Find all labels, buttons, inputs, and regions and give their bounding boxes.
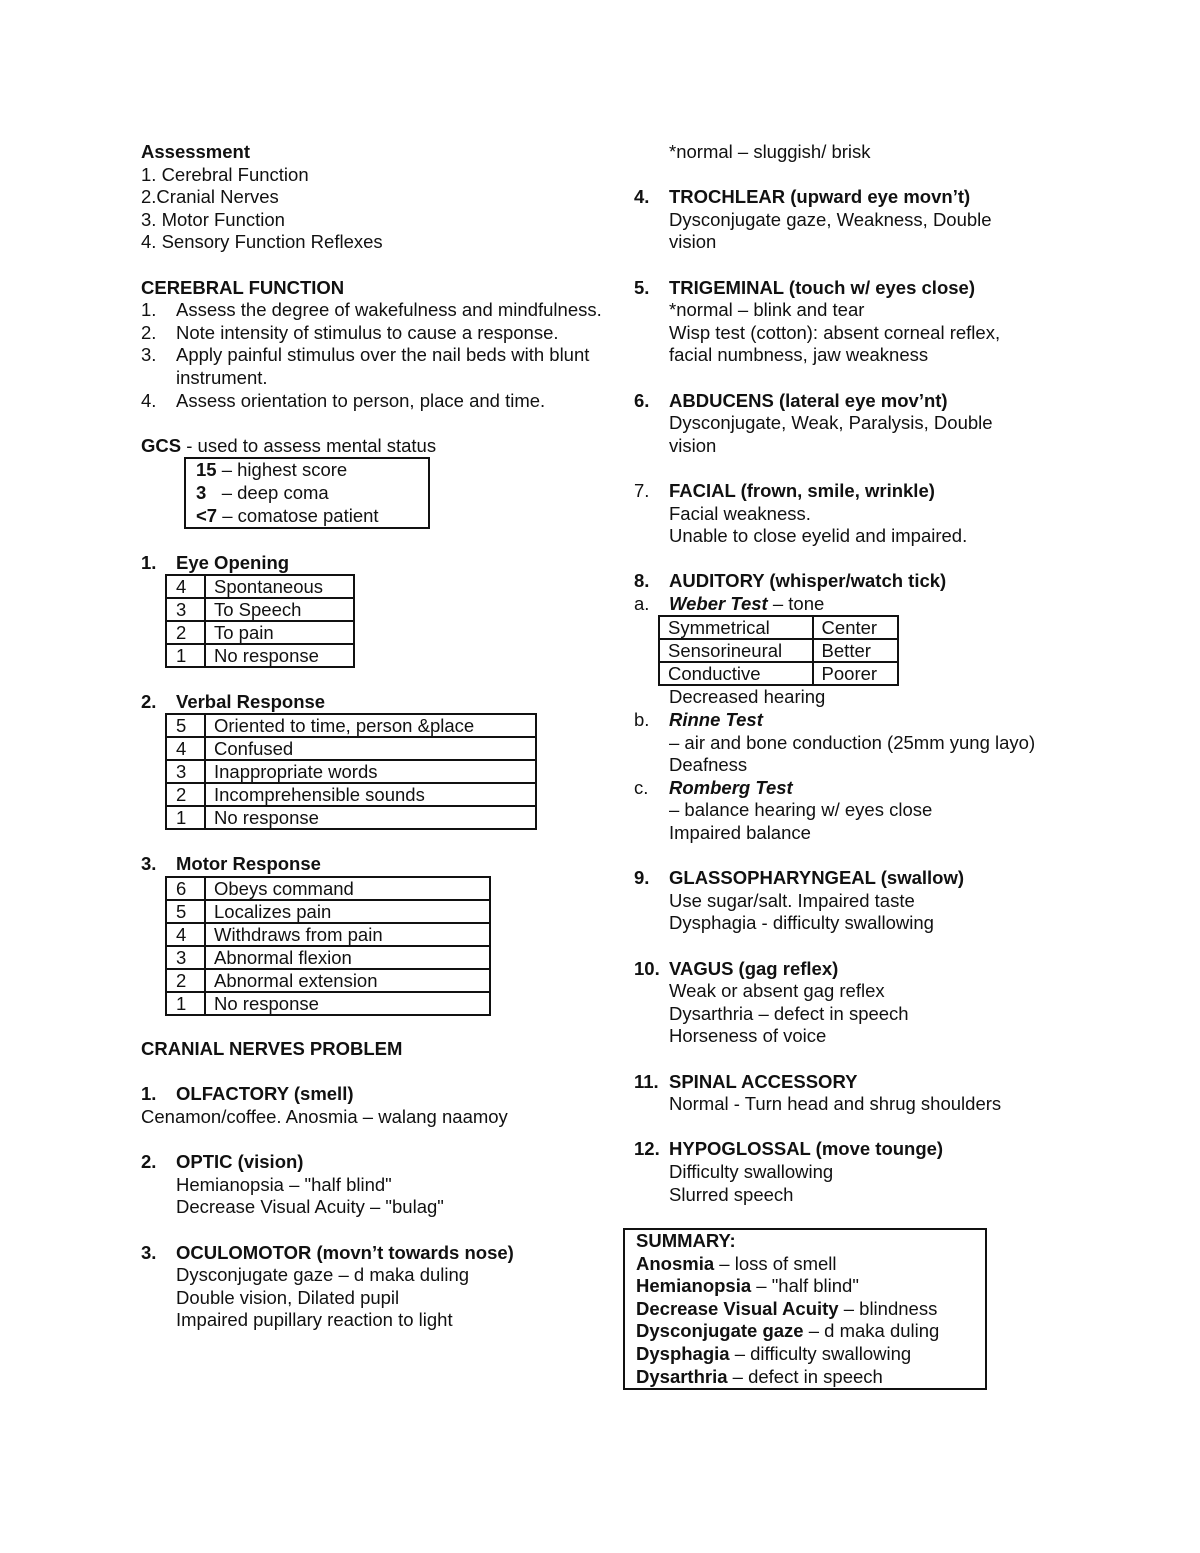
nerve-heading bbox=[634, 958, 1074, 981]
gcs-meaning: – comatose patient bbox=[217, 504, 379, 526]
rinne-test-heading bbox=[634, 709, 1074, 732]
item-number: 3. bbox=[141, 344, 157, 366]
summary-term: Dysphagia bbox=[636, 1342, 730, 1364]
assessment-item: 2.Cranial Nerves bbox=[141, 186, 279, 208]
nerve-number: 3. bbox=[141, 1241, 157, 1263]
table-row bbox=[166, 644, 354, 667]
gcs-score: 3 bbox=[196, 481, 207, 503]
romberg-test-heading bbox=[634, 777, 1074, 800]
table-row bbox=[166, 992, 490, 1015]
test-title: Romberg Test bbox=[669, 776, 793, 798]
nerve-heading bbox=[141, 1151, 611, 1174]
response-cell: Oriented to time, person &place bbox=[205, 714, 536, 737]
score-cell: 3 bbox=[166, 946, 205, 969]
cerebral-item bbox=[141, 390, 611, 413]
table-row bbox=[166, 575, 354, 598]
summary-term: Dysarthria bbox=[636, 1365, 728, 1387]
nerve-line: Deafness bbox=[669, 754, 748, 776]
score-cell: 1 bbox=[166, 644, 205, 667]
nerve-title: TROCHLEAR (upward eye movn’t) bbox=[669, 186, 971, 208]
nerve-number: 1. bbox=[141, 1083, 157, 1105]
nerve-number: 7. bbox=[634, 479, 650, 501]
weber-test-table bbox=[658, 615, 899, 686]
section-number: 2. bbox=[141, 690, 157, 712]
nerve-line: vision bbox=[669, 231, 717, 253]
sub-letter: b. bbox=[634, 709, 650, 731]
nerve-line: Impaired balance bbox=[669, 822, 811, 844]
motor-response-table bbox=[165, 876, 491, 1016]
cranial-title: CRANIAL NERVES PROBLEM bbox=[141, 1038, 403, 1060]
table-row bbox=[166, 783, 536, 806]
eye-opening-table bbox=[165, 574, 355, 668]
response-cell: Spontaneous bbox=[205, 575, 354, 598]
gcs-score: 15 bbox=[196, 459, 217, 481]
score-cell: 2 bbox=[166, 969, 205, 992]
nerve-title: GLASSOPHARYNGEAL (swallow) bbox=[669, 867, 965, 889]
score-cell: 2 bbox=[166, 783, 205, 806]
nerve-line: vision bbox=[669, 434, 717, 456]
cell: Center bbox=[813, 616, 898, 639]
table-row bbox=[166, 969, 490, 992]
assessment-item: 4. Sensory Function Reflexes bbox=[141, 231, 383, 253]
nerve-title: OLFACTORY (smell) bbox=[176, 1083, 354, 1105]
table-row bbox=[166, 598, 354, 621]
gcs-heading bbox=[141, 435, 611, 458]
nerve-line: Difficulty swallowing bbox=[669, 1160, 834, 1182]
nerve-number: 2. bbox=[141, 1151, 157, 1173]
table-row bbox=[166, 737, 536, 760]
summary-term: Hemianopsia bbox=[636, 1275, 752, 1297]
nerve-title: HYPOGLOSSAL (move tounge) bbox=[669, 1138, 944, 1160]
nerve-line: Use sugar/salt. Impaired taste bbox=[669, 889, 915, 911]
response-cell: Abnormal extension bbox=[205, 969, 490, 992]
nerve-title: SPINAL ACCESSORY bbox=[669, 1070, 858, 1092]
nerve-line: Unable to close eyelid and impaired. bbox=[669, 525, 968, 547]
nerve-line: *normal – blink and tear bbox=[669, 299, 865, 321]
nerve-heading bbox=[634, 570, 1074, 593]
summary-def: – difficulty swallowing bbox=[729, 1342, 912, 1364]
response-cell: No response bbox=[205, 992, 490, 1015]
gcs-box bbox=[184, 457, 430, 529]
summary-def: – defect in speech bbox=[727, 1365, 883, 1387]
nerve-number: 11. bbox=[634, 1070, 659, 1092]
nerve-line: Impaired pupillary reaction to light bbox=[176, 1309, 453, 1331]
nerve-heading bbox=[634, 1138, 1074, 1161]
response-cell: Confused bbox=[205, 737, 536, 760]
gcs-score: <7 bbox=[196, 504, 218, 526]
gcs-description: - used to assess mental status bbox=[181, 434, 437, 456]
table-row bbox=[166, 900, 490, 923]
response-cell: Withdraws from pain bbox=[205, 923, 490, 946]
cell: Sensorineural bbox=[659, 639, 813, 662]
section-title: Verbal Response bbox=[176, 690, 326, 712]
nerve-line: Cenamon/coffee. Anosmia – walang naamoy bbox=[141, 1106, 508, 1128]
cell: Poorer bbox=[813, 662, 898, 685]
weber-test-heading bbox=[634, 593, 1074, 616]
response-cell: Incomprehensible sounds bbox=[205, 783, 536, 806]
score-cell: 4 bbox=[166, 737, 205, 760]
nerve-line: Decreased hearing bbox=[669, 686, 826, 708]
response-cell: To Speech bbox=[205, 598, 354, 621]
table-row bbox=[166, 806, 536, 829]
nerve-line: Wisp test (cotton): absent corneal reflex, bbox=[669, 321, 1001, 343]
item-number: 2. bbox=[141, 321, 157, 343]
summary-term: Dysconjugate gaze bbox=[636, 1320, 804, 1342]
summary-def: – d maka duling bbox=[803, 1320, 940, 1342]
summary-box bbox=[623, 1228, 987, 1390]
summary-def: – loss of smell bbox=[714, 1252, 837, 1274]
section-title: Motor Response bbox=[176, 853, 321, 875]
nerve-title: FACIAL (frown, smile, wrinkle) bbox=[669, 479, 935, 501]
score-cell: 2 bbox=[166, 621, 205, 644]
response-cell: No response bbox=[205, 806, 536, 829]
nerve-line: Horseness of voice bbox=[669, 1025, 827, 1047]
table-row bbox=[166, 621, 354, 644]
eye-opening-heading bbox=[141, 552, 611, 575]
response-cell: Inappropriate words bbox=[205, 760, 536, 783]
nerve-line: Dysconjugate gaze – d maka duling bbox=[176, 1264, 470, 1286]
verbal-response-heading bbox=[141, 691, 611, 714]
nerve-heading bbox=[634, 480, 1074, 503]
nerve-heading bbox=[141, 1242, 611, 1265]
nerve-title: VAGUS (gag reflex) bbox=[669, 957, 839, 979]
item-number: 1. bbox=[141, 299, 157, 321]
table-row bbox=[166, 923, 490, 946]
sub-letter: c. bbox=[634, 776, 649, 798]
summary-row bbox=[636, 1253, 985, 1276]
table-row bbox=[166, 714, 536, 737]
summary-row bbox=[636, 1343, 985, 1366]
response-cell: Abnormal flexion bbox=[205, 946, 490, 969]
gcs-label: GCS bbox=[141, 434, 182, 456]
score-cell: 1 bbox=[166, 806, 205, 829]
nerve-title: TRIGEMINAL (touch w/ eyes close) bbox=[669, 276, 975, 298]
nerve-line: facial numbness, jaw weakness bbox=[669, 344, 929, 366]
table-row bbox=[659, 616, 898, 639]
section-number: 3. bbox=[141, 853, 157, 875]
nerve-line: *normal – sluggish/ brisk bbox=[669, 141, 871, 162]
table-row bbox=[166, 877, 490, 900]
nerve-heading bbox=[634, 277, 1074, 300]
nerve-title: OPTIC (vision) bbox=[176, 1151, 304, 1173]
assessment-title: Assessment bbox=[141, 141, 251, 162]
nerve-line: – balance hearing w/ eyes close bbox=[669, 799, 933, 821]
test-desc: – tone bbox=[767, 592, 825, 614]
summary-def: – "half blind" bbox=[751, 1275, 859, 1297]
nerve-number: 12. bbox=[634, 1138, 660, 1160]
nerve-heading bbox=[634, 390, 1074, 413]
sub-letter: a. bbox=[634, 592, 650, 614]
test-title: Weber Test bbox=[669, 592, 768, 614]
cerebral-item bbox=[141, 322, 611, 345]
nerve-number: 9. bbox=[634, 867, 650, 889]
nerve-line: Facial weakness. bbox=[669, 502, 811, 524]
left-column bbox=[141, 141, 611, 1332]
cell: Symmetrical bbox=[659, 616, 813, 639]
section-title: Eye Opening bbox=[176, 551, 290, 573]
section-number: 1. bbox=[141, 551, 157, 573]
summary-title: SUMMARY: bbox=[636, 1230, 736, 1251]
nerve-heading bbox=[634, 1071, 1074, 1094]
summary-term: Decrease Visual Acuity bbox=[636, 1297, 839, 1319]
nerve-line: Slurred speech bbox=[669, 1183, 794, 1205]
gcs-row bbox=[196, 505, 428, 528]
nerve-number: 5. bbox=[634, 276, 650, 298]
score-cell: 5 bbox=[166, 714, 205, 737]
table-row bbox=[166, 760, 536, 783]
cell: Better bbox=[813, 639, 898, 662]
gcs-meaning: – deep coma bbox=[206, 481, 329, 503]
assessment-item: 3. Motor Function bbox=[141, 208, 285, 230]
nerve-line: Dysconjugate gaze, Weakness, Double bbox=[669, 208, 992, 230]
item-text: Assess the degree of wakefulness and mindfulness. bbox=[176, 299, 602, 321]
nerve-line: Weak or absent gag reflex bbox=[669, 980, 885, 1002]
response-cell: Obeys command bbox=[205, 877, 490, 900]
nerve-title: AUDITORY (whisper/watch tick) bbox=[669, 570, 947, 592]
nerve-title: ABDUCENS (lateral eye mov’nt) bbox=[669, 389, 948, 411]
nerve-line: – air and bone conduction (25mm yung layo) bbox=[669, 731, 1036, 753]
nerve-title: OCULOMOTOR (movn’t towards nose) bbox=[176, 1241, 514, 1263]
verbal-response-table bbox=[165, 713, 537, 830]
summary-row bbox=[636, 1275, 985, 1298]
nerve-number: 6. bbox=[634, 389, 650, 411]
item-text: Assess orientation to person, place and time. bbox=[176, 389, 546, 411]
assessment-item: 1. Cerebral Function bbox=[141, 163, 309, 185]
item-text: Apply painful stimulus over the nail beds with blunt instrument. bbox=[176, 344, 590, 388]
summary-row bbox=[636, 1366, 985, 1389]
cell: Conductive bbox=[659, 662, 813, 685]
cerebral-title: CEREBRAL FUNCTION bbox=[141, 276, 345, 298]
nerve-line: Double vision, Dilated pupil bbox=[176, 1286, 400, 1308]
gcs-meaning: – highest score bbox=[216, 459, 348, 481]
nerve-heading bbox=[634, 867, 1074, 890]
summary-row bbox=[636, 1298, 985, 1321]
right-column bbox=[634, 141, 1074, 1206]
nerve-number: 8. bbox=[634, 570, 650, 592]
nerve-number: 4. bbox=[634, 186, 650, 208]
score-cell: 6 bbox=[166, 877, 205, 900]
nerve-number: 10. bbox=[634, 957, 660, 979]
gcs-row bbox=[196, 459, 428, 482]
score-cell: 3 bbox=[166, 760, 205, 783]
score-cell: 4 bbox=[166, 923, 205, 946]
table-row bbox=[659, 639, 898, 662]
response-cell: No response bbox=[205, 644, 354, 667]
gcs-row bbox=[196, 482, 428, 505]
item-text: Note intensity of stimulus to cause a response. bbox=[176, 321, 559, 343]
nerve-line: Dysconjugate, Weak, Paralysis, Double bbox=[669, 412, 993, 434]
test-title: Rinne Test bbox=[669, 709, 763, 731]
cerebral-item bbox=[141, 344, 611, 389]
nerve-line: Dysarthria – defect in speech bbox=[669, 1002, 909, 1024]
nerve-heading bbox=[634, 186, 1074, 209]
nerve-line: Hemianopsia – "half blind" bbox=[176, 1173, 392, 1195]
nerve-heading bbox=[141, 1083, 611, 1106]
score-cell: 5 bbox=[166, 900, 205, 923]
nerve-line: Decrease Visual Acuity – "bulag" bbox=[176, 1196, 444, 1218]
motor-response-heading bbox=[141, 853, 611, 876]
summary-row bbox=[636, 1320, 985, 1343]
nerve-line: Normal - Turn head and shrug shoulders bbox=[669, 1093, 1002, 1115]
score-cell: 3 bbox=[166, 598, 205, 621]
table-row bbox=[659, 662, 898, 685]
summary-def: – blindness bbox=[838, 1297, 938, 1319]
table-row bbox=[166, 946, 490, 969]
score-cell: 1 bbox=[166, 992, 205, 1015]
response-cell: Localizes pain bbox=[205, 900, 490, 923]
nerve-line: Dysphagia - difficulty swallowing bbox=[669, 912, 934, 934]
score-cell: 4 bbox=[166, 575, 205, 598]
item-number: 4. bbox=[141, 389, 157, 411]
response-cell: To pain bbox=[205, 621, 354, 644]
cerebral-item bbox=[141, 299, 611, 322]
summary-term: Anosmia bbox=[636, 1252, 715, 1274]
